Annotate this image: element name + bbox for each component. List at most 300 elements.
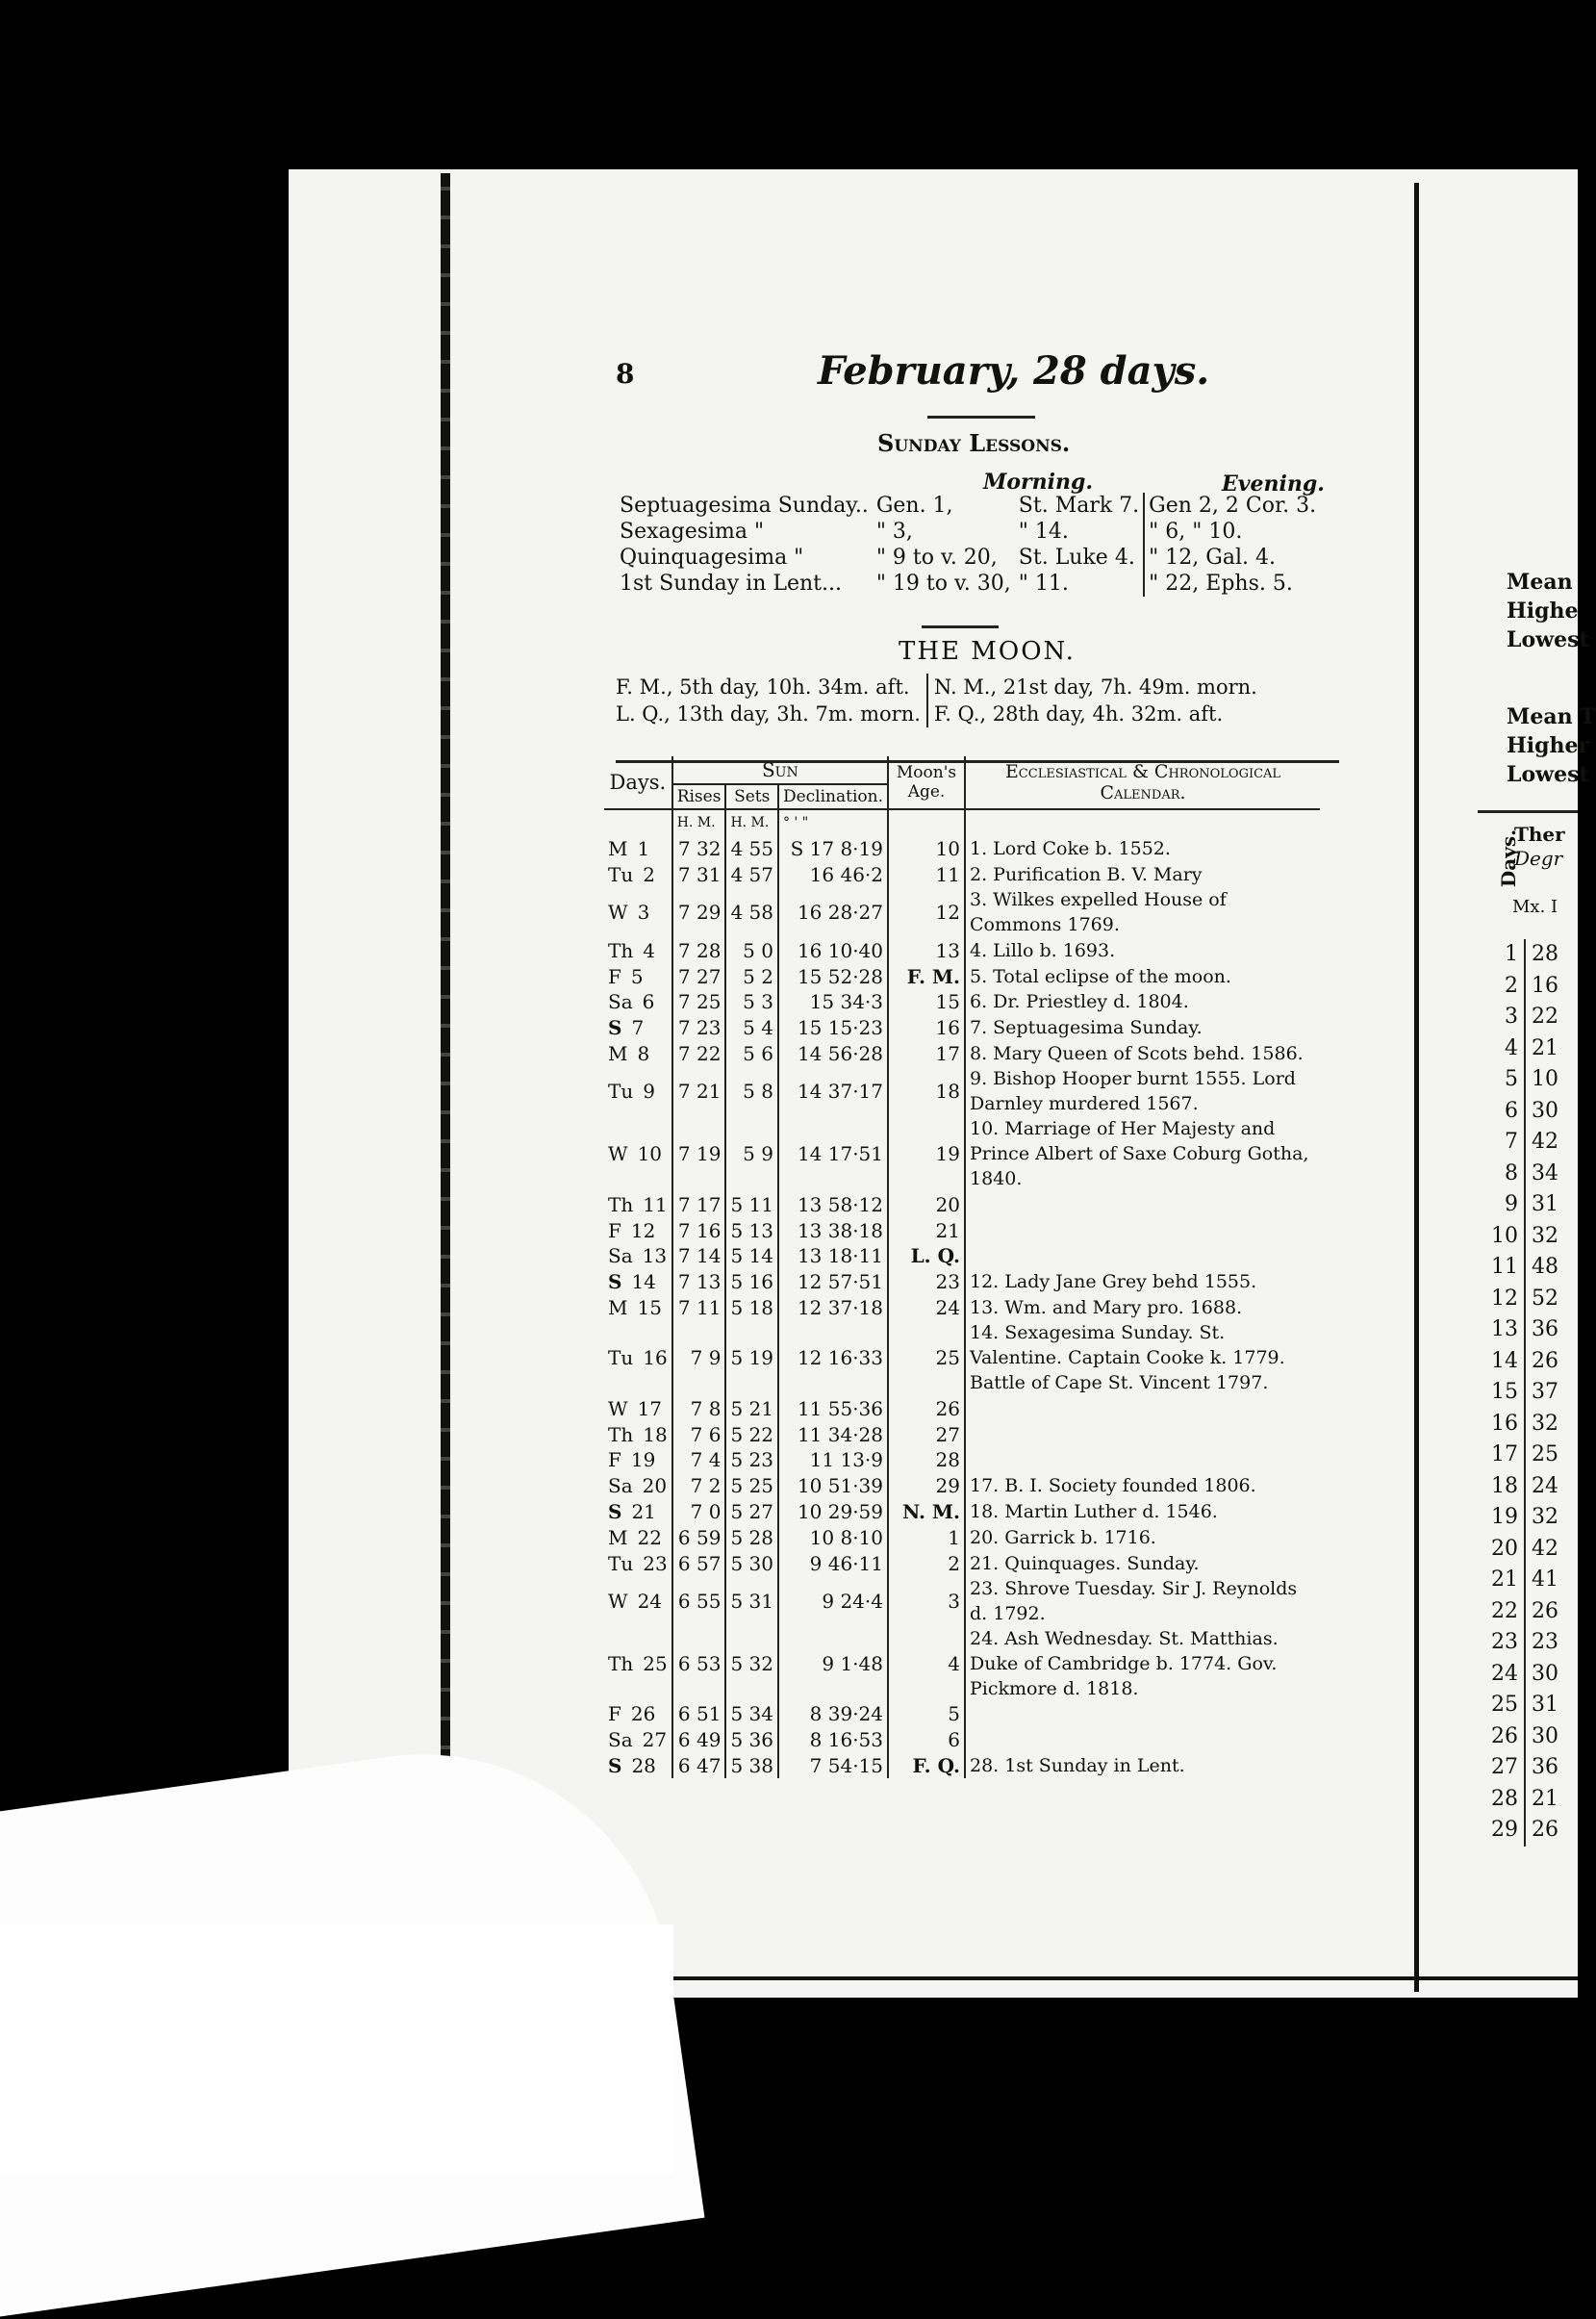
- day-number: 23: [643, 1551, 668, 1575]
- weekday: Tu: [608, 862, 634, 886]
- weekday: M: [608, 1525, 628, 1549]
- calendar-event: 8. Mary Queen of Scots behd. 1586.: [970, 1042, 1304, 1064]
- facing-temp: 52: [1532, 1286, 1558, 1311]
- facing-day: 23: [1485, 1627, 1525, 1659]
- calendar-day: [604, 1421, 672, 1447]
- calendar-rises: 7 19: [672, 1116, 726, 1191]
- calendar-rises: 6 51: [672, 1701, 726, 1727]
- page-spine: [441, 173, 450, 1828]
- col-declination: Declination.: [778, 784, 888, 809]
- facing-day: 3: [1485, 1002, 1525, 1033]
- lesson-second: St. Mark 7.: [1018, 494, 1140, 518]
- facing-row: [1485, 1752, 1564, 1784]
- calendar-moon-age: 20: [888, 1191, 965, 1217]
- facing-day: 10: [1485, 1221, 1525, 1253]
- weekday: M: [608, 1041, 628, 1065]
- facing-day: 9: [1485, 1189, 1525, 1221]
- weekday: W: [608, 1142, 628, 1166]
- calendar-sets: 5 25: [725, 1473, 778, 1499]
- calendar-rises: 6 47: [672, 1753, 726, 1779]
- calendar-day: [604, 937, 672, 963]
- facing-row: [1485, 1033, 1564, 1065]
- calendar-declination: 13 38·18: [778, 1217, 888, 1243]
- day-number: 22: [637, 1525, 662, 1549]
- calendar-event: 2. Purification B. V. Mary: [970, 863, 1203, 885]
- facing-day: 17: [1485, 1440, 1525, 1471]
- facing-label: Highe: [1507, 599, 1579, 624]
- calendar-rises: 6 53: [672, 1626, 726, 1701]
- weekday: W: [608, 1396, 628, 1420]
- calendar-sets: 5 6: [725, 1041, 778, 1067]
- calendar-sets: 5 22: [725, 1421, 778, 1447]
- calendar-day: [604, 887, 672, 937]
- calendar-moon-age: 6: [888, 1727, 965, 1753]
- calendar-event: 5. Total eclipse of the moon.: [970, 965, 1231, 987]
- unit-label: ° ' ": [778, 809, 888, 836]
- calendar-event: 10. Marriage of Her Majesty and Prince Albert of Saxe Coburg Gotha, 1840.: [970, 1118, 1309, 1190]
- lesson-evening: Gen 2, 2 Cor. 3.: [1144, 493, 1320, 519]
- calendar-moon-age: 27: [888, 1421, 965, 1447]
- calendar-moon-age: 23: [888, 1269, 965, 1295]
- lesson-row: [616, 493, 1320, 519]
- calendar-moon-age: 19: [888, 1116, 965, 1191]
- facing-row: [1485, 1314, 1564, 1346]
- calendar-row: [604, 1116, 1320, 1191]
- calendar-row: [604, 989, 1320, 1015]
- moon-heading: THE MOON.: [899, 637, 1076, 666]
- facing-temp: 22: [1532, 1005, 1558, 1029]
- calendar-day: [604, 1499, 672, 1525]
- calendar-row: [604, 1041, 1320, 1067]
- calendar-declination: 9 1·48: [778, 1626, 888, 1701]
- weekday: M: [608, 1295, 628, 1319]
- calendar-row: [604, 1447, 1320, 1473]
- facing-row: [1485, 1064, 1564, 1096]
- moon-phase: N. M., 21st day, 7h. 49m. morn.: [927, 674, 1263, 701]
- day-number: 20: [642, 1474, 668, 1498]
- calendar-rises: 7 23: [672, 1015, 726, 1041]
- calendar-day: [604, 1626, 672, 1701]
- calendar-row: [604, 836, 1320, 862]
- calendar-row: [604, 1191, 1320, 1217]
- calendar-event: 20. Garrick b. 1716.: [970, 1526, 1156, 1548]
- calendar-day: [604, 989, 672, 1015]
- calendar-row: [604, 1421, 1320, 1447]
- facing-day: 25: [1485, 1690, 1525, 1721]
- calendar-sets: 5 2: [725, 963, 778, 989]
- calendar-declination: 9 24·4: [778, 1576, 888, 1626]
- facing-temp: 42: [1532, 1536, 1558, 1561]
- facing-day: 6: [1485, 1096, 1525, 1128]
- facing-temp: 48: [1532, 1255, 1558, 1279]
- calendar-declination: 12 37·18: [778, 1295, 888, 1321]
- weekday: Sa: [608, 990, 633, 1014]
- calendar-rises: 7 9: [672, 1320, 726, 1395]
- facing-temp: 31: [1532, 1192, 1558, 1216]
- calendar-row: [604, 1727, 1320, 1753]
- calendar-sets: 5 19: [725, 1320, 778, 1395]
- calendar-moon-age: 2: [888, 1550, 965, 1576]
- calendar-sets: 5 28: [725, 1524, 778, 1550]
- lesson-evening: " 6, " 10.: [1144, 519, 1320, 545]
- facing-temp: 26: [1532, 1598, 1558, 1623]
- calendar-event: 9. Bishop Hooper burnt 1555. Lord Darnley murdered 1567.: [970, 1068, 1296, 1115]
- calendar-day: [604, 836, 672, 862]
- facing-day: 18: [1485, 1471, 1525, 1503]
- calendar-declination: S 17 8·19: [778, 836, 888, 862]
- facing-day: 4: [1485, 1033, 1525, 1065]
- calendar-moon-age: 21: [888, 1217, 965, 1243]
- weekday: S: [608, 1753, 622, 1777]
- facing-row: [1485, 1784, 1564, 1816]
- facing-temp: 36: [1532, 1317, 1558, 1341]
- facing-day: 1: [1485, 939, 1525, 971]
- facing-row: [1485, 1284, 1564, 1315]
- lesson-sunday: Quinquagesima ": [620, 546, 804, 570]
- weekday: F: [608, 964, 621, 988]
- facing-row: [1485, 1221, 1564, 1253]
- calendar-day: [604, 1447, 672, 1473]
- calendar-event: 24. Ash Wednesday. St. Matthias. Duke of Cambridge b. 1774. Gov. Pickmore d. 1818.: [970, 1627, 1279, 1699]
- weekday: Tu: [608, 1346, 634, 1370]
- calendar-sets: 4 55: [725, 836, 778, 862]
- calendar-day: [604, 1066, 672, 1116]
- facing-day: 20: [1485, 1534, 1525, 1566]
- calendar-event: [965, 1395, 1320, 1421]
- calendar-declination: 14 37·17: [778, 1066, 888, 1116]
- facing-row: [1485, 1252, 1564, 1284]
- facing-day: 22: [1485, 1596, 1525, 1628]
- calendar-event: 12. Lady Jane Grey behd 1555.: [970, 1271, 1257, 1293]
- calendar-declination: 8 39·24: [778, 1701, 888, 1727]
- calendar-moon-age: 29: [888, 1473, 965, 1499]
- calendar-event: [965, 1243, 1320, 1269]
- calendar-declination: 15 15·23: [778, 1015, 888, 1041]
- calendar-event: 23. Shrove Tuesday. Sir J. Reynolds d. 1792.: [970, 1577, 1298, 1624]
- calendar-rises: 7 14: [672, 1243, 726, 1269]
- facing-day: 21: [1485, 1565, 1525, 1596]
- calendar-rises: 7 6: [672, 1421, 726, 1447]
- calendar-rises: 7 28: [672, 937, 726, 963]
- day-number: 3: [637, 901, 650, 925]
- calendar-sets: 5 11: [725, 1191, 778, 1217]
- calendar-sets: 5 32: [725, 1626, 778, 1701]
- facing-day: 11: [1485, 1252, 1525, 1284]
- calendar-moon-age: F. Q.: [888, 1753, 965, 1779]
- calendar-rises: 7 31: [672, 862, 726, 888]
- day-number: 25: [643, 1651, 668, 1675]
- facing-temp: 31: [1532, 1693, 1558, 1717]
- calendar-row: [604, 1473, 1320, 1499]
- facing-mx-label: Mx. I: [1512, 897, 1558, 917]
- day-number: 28: [631, 1753, 656, 1777]
- facing-day: 15: [1485, 1377, 1525, 1409]
- calendar-row: [604, 1320, 1320, 1395]
- lesson-sunday: Sexagesima ": [620, 520, 765, 544]
- calendar-declination: 16 46·2: [778, 862, 888, 888]
- calendar-declination: 8 16·53: [778, 1727, 888, 1753]
- weekday: S: [608, 1499, 622, 1523]
- calendar-declination: 10 51·39: [778, 1473, 888, 1499]
- calendar-sets: 5 9: [725, 1116, 778, 1191]
- moon-phase: F. M., 5th day, 10h. 34m. aft.: [616, 675, 910, 699]
- calendar-rises: 7 13: [672, 1269, 726, 1295]
- facing-row: [1485, 939, 1564, 971]
- day-number: 7: [631, 1016, 645, 1040]
- calendar-sets: 5 36: [725, 1727, 778, 1753]
- calendar-row: [604, 1217, 1320, 1243]
- calendar-declination: 9 46·11: [778, 1550, 888, 1576]
- day-number: 10: [637, 1142, 663, 1166]
- weekday: W: [608, 901, 628, 925]
- facing-col-header: Days.: [1497, 828, 1521, 888]
- facing-row: [1485, 1565, 1564, 1596]
- calendar-sets: 5 38: [725, 1753, 778, 1779]
- calendar-sets: 5 3: [725, 989, 778, 1015]
- facing-row: [1485, 1189, 1564, 1221]
- calendar-declination: 10 29·59: [778, 1499, 888, 1525]
- facing-row: [1485, 1127, 1564, 1159]
- facing-temp: 21: [1532, 1035, 1558, 1060]
- col-sets: Sets: [725, 784, 778, 809]
- calendar-declination: 13 58·12: [778, 1191, 888, 1217]
- page-curl-shadow: [0, 1924, 673, 2175]
- facing-day: 28: [1485, 1784, 1525, 1816]
- facing-temp: 36: [1532, 1755, 1558, 1779]
- day-number: 8: [637, 1041, 650, 1065]
- day-number: 27: [642, 1728, 668, 1752]
- day-number: 14: [631, 1270, 656, 1294]
- day-number: 17: [637, 1396, 663, 1420]
- calendar-table: [604, 756, 1320, 1778]
- facing-day: 27: [1485, 1752, 1525, 1784]
- calendar-moon-age: 24: [888, 1295, 965, 1321]
- day-number: 9: [643, 1080, 655, 1104]
- col-sun: Sun: [672, 756, 888, 784]
- calendar-sets: 5 4: [725, 1015, 778, 1041]
- col-rises: Rises: [672, 784, 726, 809]
- facing-label: Mean: [1507, 570, 1573, 595]
- facing-temp: 37: [1532, 1380, 1558, 1404]
- calendar-row: [604, 1499, 1320, 1525]
- weekday: F: [608, 1702, 621, 1726]
- facing-label: Lowest: [1507, 762, 1589, 787]
- calendar-day: [604, 1295, 672, 1321]
- calendar-row: [604, 1550, 1320, 1576]
- calendar-moon-age: 1: [888, 1524, 965, 1550]
- calendar-declination: 12 16·33: [778, 1320, 888, 1395]
- calendar-moon-age: 17: [888, 1041, 965, 1067]
- weekday: M: [608, 837, 628, 861]
- calendar-day: [604, 1395, 672, 1421]
- calendar-sets: 5 18: [725, 1295, 778, 1321]
- calendar-moon-age: L. Q.: [888, 1243, 965, 1269]
- calendar-event: [965, 1421, 1320, 1447]
- day-number: 5: [630, 964, 644, 988]
- facing-day: 8: [1485, 1159, 1525, 1190]
- calendar-event: 17. B. I. Society founded 1806.: [970, 1475, 1256, 1497]
- calendar-event: 7. Septuagesima Sunday.: [970, 1017, 1203, 1039]
- facing-col2-header: Ther: [1514, 823, 1565, 846]
- col-days: Days.: [604, 756, 672, 809]
- calendar-day: [604, 1191, 672, 1217]
- facing-day: 14: [1485, 1346, 1525, 1378]
- facing-temp: 10: [1532, 1067, 1558, 1091]
- facing-col2-sub: Degr: [1514, 847, 1563, 870]
- calendar-sets: 4 58: [725, 887, 778, 937]
- facing-temp: 30: [1532, 1723, 1558, 1748]
- bottom-rule: [616, 1976, 1578, 1980]
- facing-row: [1485, 1502, 1564, 1534]
- weekday: Th: [608, 1651, 634, 1675]
- calendar-declination: 14 56·28: [778, 1041, 888, 1067]
- calendar-event: 6. Dr. Priestley d. 1804.: [970, 991, 1189, 1013]
- lesson-sunday: 1st Sunday in Lent...: [620, 572, 842, 596]
- facing-temp: 42: [1532, 1130, 1558, 1154]
- facing-temp: 32: [1532, 1505, 1558, 1529]
- lesson-row: [616, 545, 1320, 571]
- facing-temp: 41: [1532, 1567, 1558, 1592]
- lesson-evening: " 22, Ephs. 5.: [1144, 571, 1320, 597]
- lesson-second: St. Luke 4.: [1018, 546, 1135, 570]
- calendar-day: [604, 1041, 672, 1067]
- facing-day: 16: [1485, 1409, 1525, 1440]
- lesson-second: " 14.: [1018, 520, 1069, 544]
- calendar-day: [604, 1243, 672, 1269]
- day-number: 19: [630, 1448, 656, 1472]
- calendar-row: [604, 1753, 1320, 1779]
- calendar-declination: 16 10·40: [778, 937, 888, 963]
- day-number: 18: [643, 1422, 668, 1446]
- weekday: Th: [608, 1192, 634, 1216]
- calendar-row: [604, 1015, 1320, 1041]
- col-moons-age: Moon's Age.: [888, 756, 965, 809]
- calendar-rises: 7 11: [672, 1295, 726, 1321]
- facing-row: [1485, 1440, 1564, 1471]
- facing-temp: 32: [1532, 1411, 1558, 1436]
- calendar-moon-age: 18: [888, 1066, 965, 1116]
- calendar-row: [604, 1701, 1320, 1727]
- facing-row: [1485, 1159, 1564, 1190]
- calendar-event: 21. Quinquages. Sunday.: [970, 1552, 1200, 1574]
- calendar-moon-age: N. M.: [888, 1499, 965, 1525]
- day-number: 15: [637, 1295, 662, 1319]
- morning-label: Morning.: [983, 470, 1094, 495]
- calendar-row: [604, 887, 1320, 937]
- day-number: 6: [642, 990, 655, 1014]
- calendar-declination: 10 8·10: [778, 1524, 888, 1550]
- calendar-declination: 14 17·51: [778, 1116, 888, 1191]
- moon-phases-table: [610, 674, 1263, 727]
- lesson-first: Gen. 1,: [875, 494, 953, 518]
- day-number: 21: [631, 1499, 656, 1523]
- calendar-event: [965, 1701, 1320, 1727]
- calendar-event: [965, 1727, 1320, 1753]
- weekday: S: [608, 1016, 622, 1040]
- facing-day: 12: [1485, 1284, 1525, 1315]
- calendar-sets: 5 8: [725, 1066, 778, 1116]
- calendar-declination: 16 28·27: [778, 887, 888, 937]
- calendar-rises: 7 2: [672, 1473, 726, 1499]
- day-number: 12: [630, 1218, 656, 1242]
- facing-temp: 16: [1532, 973, 1558, 998]
- weekday: Tu: [608, 1080, 634, 1104]
- day-number: 4: [643, 938, 655, 962]
- calendar-rises: 7 22: [672, 1041, 726, 1067]
- calendar-row: [604, 1576, 1320, 1626]
- calendar-sets: 5 13: [725, 1217, 778, 1243]
- calendar-event: 1. Lord Coke b. 1552.: [970, 838, 1171, 860]
- calendar-moon-age: 26: [888, 1395, 965, 1421]
- calendar-moon-age: 13: [888, 937, 965, 963]
- facing-table: [1485, 939, 1564, 1847]
- calendar-event: [965, 1447, 1320, 1473]
- calendar-day: [604, 1217, 672, 1243]
- calendar-row: [604, 1395, 1320, 1421]
- weekday: S: [608, 1270, 622, 1294]
- weekday: Sa: [608, 1728, 633, 1752]
- calendar-sets: 5 23: [725, 1447, 778, 1473]
- lesson-sunday: Septuagesima Sunday..: [620, 494, 869, 518]
- facing-day: 5: [1485, 1064, 1525, 1096]
- sunday-lessons-table: [616, 493, 1320, 597]
- facing-row: [1485, 1002, 1564, 1033]
- facing-temp: 26: [1532, 1348, 1558, 1373]
- weekday: Sa: [608, 1474, 633, 1498]
- calendar-row: [604, 1295, 1320, 1321]
- facing-row: [1485, 1377, 1564, 1409]
- facing-label: Higher: [1507, 733, 1590, 758]
- calendar-sets: 5 14: [725, 1243, 778, 1269]
- facing-day: 7: [1485, 1127, 1525, 1159]
- calendar-day: [604, 862, 672, 888]
- facing-label: Mean T: [1507, 704, 1596, 729]
- facing-temp: 23: [1532, 1630, 1558, 1654]
- facing-row: [1485, 1690, 1564, 1721]
- weekday: Sa: [608, 1244, 633, 1268]
- calendar-day: [604, 1524, 672, 1550]
- calendar-row: [604, 1243, 1320, 1269]
- calendar-rises: 7 32: [672, 836, 726, 862]
- calendar-day: [604, 1015, 672, 1041]
- calendar-day: [604, 1727, 672, 1753]
- day-number: 26: [630, 1702, 656, 1726]
- calendar-day: [604, 963, 672, 989]
- day-number: 13: [642, 1244, 668, 1268]
- page-number: 8: [616, 358, 635, 390]
- facing-row: [1485, 1596, 1564, 1628]
- calendar-event: 13. Wm. and Mary pro. 1688.: [970, 1296, 1243, 1318]
- calendar-declination: 12 57·51: [778, 1269, 888, 1295]
- calendar-day: [604, 1753, 672, 1779]
- calendar-day: [604, 1576, 672, 1626]
- facing-day: 24: [1485, 1659, 1525, 1691]
- weekday: F: [608, 1448, 621, 1472]
- calendar-moon-age: F. M.: [888, 963, 965, 989]
- sunday-lessons-heading: Sunday Lessons.: [877, 429, 1071, 457]
- calendar-moon-age: 25: [888, 1320, 965, 1395]
- calendar-rises: 6 59: [672, 1524, 726, 1550]
- calendar-day: [604, 1550, 672, 1576]
- calendar-sets: 5 27: [725, 1499, 778, 1525]
- facing-temp: 34: [1532, 1160, 1558, 1185]
- facing-row: [1485, 971, 1564, 1003]
- facing-row: [1485, 1627, 1564, 1659]
- facing-day: 26: [1485, 1721, 1525, 1753]
- calendar-event: [965, 1191, 1320, 1217]
- calendar-sets: 5 16: [725, 1269, 778, 1295]
- day-number: 24: [637, 1589, 663, 1613]
